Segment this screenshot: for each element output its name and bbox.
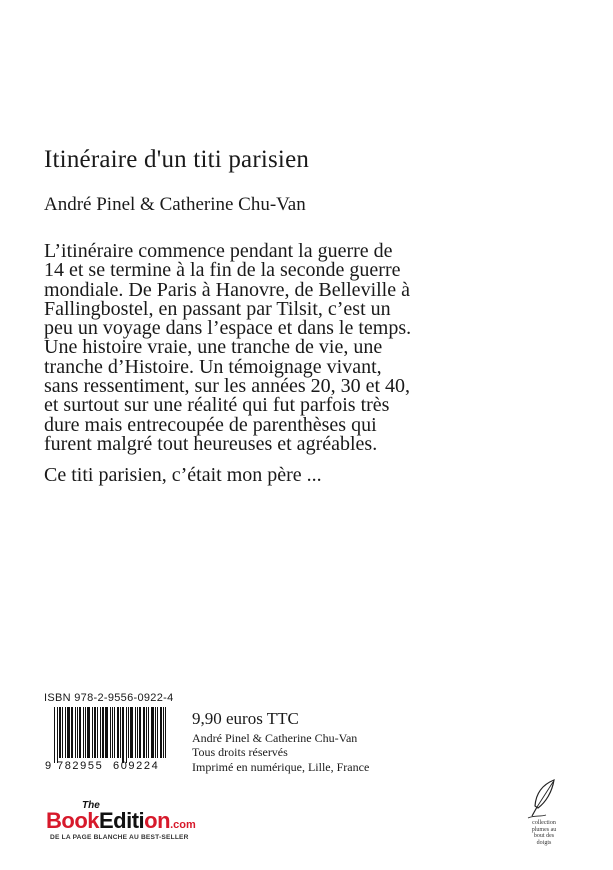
back-cover-blurb	[44, 242, 484, 454]
barcode-bar	[151, 707, 154, 758]
blurb-line: Une histoire vraie, une tranche de vie, une	[44, 336, 383, 359]
barcode-bar	[126, 707, 127, 763]
barcode-bar	[120, 707, 121, 758]
barcode-bar	[67, 707, 70, 758]
barcode-bar	[143, 707, 145, 758]
barcode-bar	[83, 707, 84, 758]
barcode-bar	[163, 707, 164, 758]
collection-line: plumes au	[531, 826, 557, 833]
barcode-bar	[65, 707, 66, 758]
barcode-bar	[59, 707, 61, 758]
barcode-bar	[114, 707, 115, 758]
collection-mark	[516, 820, 572, 846]
logo-the: The	[82, 800, 100, 811]
barcode-bar	[160, 707, 162, 758]
barcode-bar	[100, 707, 101, 758]
blurb-line: mondiale. De Paris à Hanovre, de Belleville à	[44, 278, 410, 301]
blurb-line: L’itinéraire commence pendant la guerre de	[44, 240, 393, 262]
isbn-barcode	[44, 707, 168, 771]
barcode-bar	[148, 707, 149, 758]
barcode-bar	[112, 707, 113, 758]
barcode-bar	[94, 707, 96, 758]
blurb-line: peu un voyage dans l’espace et dans le temps.	[44, 317, 412, 340]
barcode-bar	[146, 707, 147, 758]
barcode-bar	[122, 707, 124, 763]
closing-line: Ce titi parisien, c’était mon père ...	[44, 464, 322, 486]
barcode-bar	[135, 707, 136, 758]
logo-wordmark	[46, 808, 196, 834]
logo-com: .com	[170, 819, 196, 831]
barcode-bar	[110, 707, 111, 758]
barcode-bar	[165, 707, 166, 758]
barcode-digits-right: 609224	[113, 760, 160, 771]
blurb-line: 14 et se termine à la fin de la seconde guerre	[44, 259, 401, 282]
barcode-bar	[57, 707, 58, 763]
barcode-bar	[157, 707, 158, 758]
logo-tagline: DE LA PAGE BLANCHE AU BEST-SELLER	[50, 834, 189, 841]
blurb-line: sans ressentiment, sur les années 20, 30 et 40,	[44, 375, 411, 398]
barcode-bar	[139, 707, 141, 758]
copyright-holder: André Pinel & Catherine Chu-Van	[192, 731, 358, 745]
barcode-digit-lead: 9	[45, 760, 52, 771]
logo-book: Book	[46, 808, 99, 833]
blurb-line: Fallingbostel, en passant par Tilsit, c’est un	[44, 297, 391, 320]
barcode-bar	[85, 707, 86, 758]
barcode-bar	[97, 707, 98, 758]
barcode-bar	[79, 707, 81, 758]
logo-edition: Editi	[99, 808, 145, 833]
barcode-digits-left: 782955	[57, 760, 104, 771]
barcode-bar	[75, 707, 76, 758]
barcode-bar	[77, 707, 78, 758]
barcode-bar	[137, 707, 138, 758]
barcode-bar	[87, 707, 90, 758]
barcode-bar	[71, 707, 73, 758]
collection-line: collection	[532, 820, 556, 826]
blurb-line: dure mais entrecoupée de parenthèses qui	[44, 413, 377, 436]
blurb-line: et surtout sur une réalité qui fut parfois très	[44, 394, 390, 417]
barcode-bar	[117, 707, 119, 758]
book-title: Itinéraire d'un titi parisien	[44, 146, 310, 173]
collection-line: bout des	[533, 833, 555, 839]
blurb-line: furent malgré tout heureuses et agréables.	[44, 432, 378, 455]
barcode-bar	[102, 707, 104, 758]
barcode-bar	[92, 707, 93, 758]
rights-notice: Tous droits réservés	[192, 745, 288, 759]
isbn-label: ISBN 978-2-9556-0922-4	[44, 692, 174, 704]
barcode-bar	[155, 707, 156, 758]
logo-on: on	[144, 808, 171, 833]
bookedition-logo	[46, 800, 246, 848]
barcode-bar	[128, 707, 129, 758]
barcode-bar	[62, 707, 63, 758]
collection-line: doigts	[536, 839, 552, 846]
feather-icon	[526, 778, 560, 820]
print-notice: Imprimé en numérique, Lille, France	[192, 760, 370, 774]
barcode-bar	[105, 707, 108, 758]
barcode-bar	[130, 707, 133, 758]
price: 9,90 euros TTC	[192, 709, 299, 728]
book-authors: André Pinel & Catherine Chu-Van	[44, 194, 306, 215]
barcode-bar	[54, 707, 55, 763]
blurb-line: tranche d’Histoire. Un témoignage vivant,	[44, 355, 382, 378]
barcode-bars	[54, 707, 168, 763]
